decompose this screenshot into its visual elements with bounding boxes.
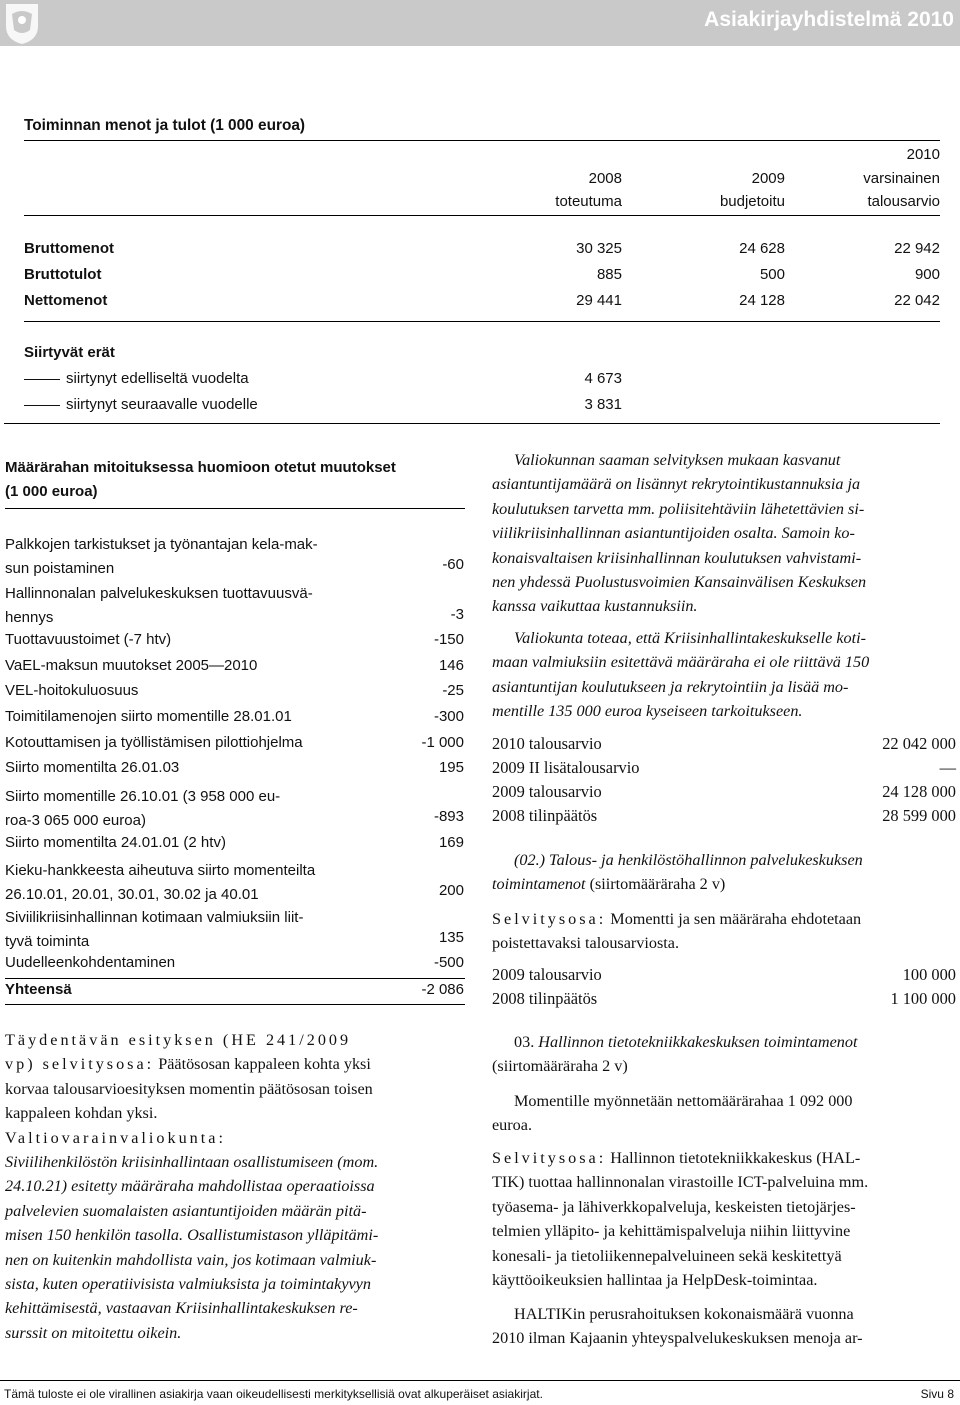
cell: 30 325 xyxy=(576,240,622,257)
cell: 24 628 xyxy=(739,240,785,257)
cell: 3 831 xyxy=(584,396,622,413)
change-value: -3 xyxy=(450,606,464,623)
divider xyxy=(5,1004,465,1005)
document-title: Asiakirjayhdistelmä 2010 xyxy=(704,8,954,31)
cell: 4 673 xyxy=(584,370,622,387)
page-footer xyxy=(0,1380,960,1401)
change-value: 200 xyxy=(438,882,464,899)
cell: 500 xyxy=(759,266,785,283)
change-value: -1 000 xyxy=(421,734,464,751)
cell: 22 042 xyxy=(894,292,940,309)
page-number: Sivu 8 xyxy=(920,1387,954,1401)
change-item: Uudelleenkohdentaminen xyxy=(5,954,176,971)
change-item: Toimitilamenojen siirto momentille 28.01.01 xyxy=(5,708,292,725)
cell: 24 128 xyxy=(739,292,785,309)
column-header-2008: 2008 toteutuma xyxy=(555,169,622,210)
change-item: Siirto momentilta 26.01.03 xyxy=(5,759,180,776)
divider xyxy=(24,140,940,141)
document-header xyxy=(0,0,960,46)
column-header-2010: 2010 varsinainen talousarvio xyxy=(863,146,940,210)
finnish-coat-of-arms-icon xyxy=(2,0,42,46)
change-item: Siirto momentilta 24.01.01 (2 htv) xyxy=(5,834,226,851)
total-value: -2 086 xyxy=(421,981,464,998)
section-03-heading: 03. Hallinnon tietotekniikkakeskuksen toimintamenot (siirtomääräraha 2 v) xyxy=(492,1033,858,1076)
change-value: 169 xyxy=(438,834,464,851)
carry-row-label: siirtynyt seuraavalle vuodelle xyxy=(24,396,258,413)
carry-title: Siirtyvät erät xyxy=(24,344,115,361)
cell: 885 xyxy=(596,266,622,283)
divider xyxy=(24,321,940,322)
row-label: Bruttotulot xyxy=(24,266,102,283)
change-value: -500 xyxy=(433,954,464,971)
summary-row: 2008 tilinpäätös 1 100 000 xyxy=(492,989,956,1008)
row-label: Nettomenot xyxy=(24,292,108,309)
change-value: -25 xyxy=(442,682,464,699)
committee-paragraph-2: Valiokunta toteaa, että Kriisinhallintakeskukselle koti- maan valmiuksiin esitettävä määräraha ei ole riittävä 150 asiantuntijan koulutukseen ja rekrytointiin ja lisää mo- mentille 135 000 euroa kyseiseen tarkoitukseen. xyxy=(492,629,870,721)
change-value: 135 xyxy=(438,929,464,946)
change-item: VEL-hoitokuluosuus xyxy=(5,682,139,699)
change-item: Siirto momentille 26.10.01 (3 958 000 eu- roa-3 065 000 euroa) xyxy=(5,788,281,829)
section-03-funding: HALTIKin perusrahoituksen kokonaismäärä vuonna 2010 ilman Kajaanin yhteyspalvelukeskuksen menoja ar- xyxy=(492,1305,863,1348)
section-03-appropriation: Momentille myönnetään nettomäärärahaa 1 092 000 euroa. xyxy=(492,1092,853,1135)
summary-row: 2008 tilinpäätös 28 599 000 xyxy=(492,806,956,825)
summary-row: 2009 talousarvio 100 000 xyxy=(492,965,956,984)
divider xyxy=(5,508,465,509)
summary-row: 2009 II lisätalousarvio — xyxy=(492,758,956,777)
summary-row: 2010 talousarvio 22 042 000 xyxy=(492,734,956,753)
change-value: -60 xyxy=(442,556,464,573)
changes-title: Määrärahan mitoituksessa huomioon otetut muutokset xyxy=(5,459,396,476)
budget-table-title: Toiminnan menot ja tulot (1 000 euroa) xyxy=(24,117,306,134)
total-label: Yhteensä xyxy=(5,981,72,998)
change-value: -150 xyxy=(433,631,464,648)
cell: 22 942 xyxy=(894,240,940,257)
change-item: Palkkojen tarkistukset ja työnantajan kela-mak- sun poistaminen xyxy=(5,536,318,577)
change-item: Kotouttamisen ja työllistämisen pilottiohjelma xyxy=(5,734,303,751)
cell: 900 xyxy=(914,266,940,283)
change-item: Kieku-hankkeesta aiheutuva siirto momenteilta 26.10.01, 20.01, 30.01, 30.02 ja 40.01 xyxy=(5,862,316,903)
change-item: Hallinnonalan palvelukeskuksen tuottavuusvä- hennys xyxy=(5,585,313,626)
section-02-heading: (02.) Talous- ja henkilöstöhallinnon palvelukeskuksen toimintamenot (siirtomääräraha 2 v) xyxy=(492,851,863,894)
section-02-explanation: Selvitysosa: Momentti ja sen määräraha ehdotetaan poistettavaksi talousarviosta. xyxy=(492,910,862,953)
change-item: Siviilikriisinhallinnan kotimaan valmiuksiin liit- tyvä toiminta xyxy=(5,909,304,950)
carry-row-label: siirtynyt edelliseltä vuodelta xyxy=(24,370,249,387)
change-value: 146 xyxy=(438,657,464,674)
cell: 29 441 xyxy=(576,292,622,309)
change-value: -300 xyxy=(433,708,464,725)
change-item: Tuottavuustoimet (-7 htv) xyxy=(5,631,172,648)
section-03-explanation: Selvitysosa: Hallinnon tietotekniikkakeskus (HAL- TIK) tuottaa hallinnonalan virastoille ICT-palveluina mm. työasema- ja lähiverkkopalveluja, keskeisten tietojärjes- telmien ylläpito- ja kehittämispalveluja niihin liittyvine konesali- ja tietoliikennepalveluineen sekä keskitettyä käyttöoikeuksien hallintaa ja HelpDesk-toimintaa. xyxy=(492,1149,869,1290)
divider xyxy=(4,423,940,424)
divider xyxy=(24,215,940,216)
divider xyxy=(5,978,465,979)
changes-title-unit: (1 000 euroa) xyxy=(5,483,98,500)
left-text-block: Täydentävän esityksen (HE 241/2009 vp) selvitysosa: Päätösosan kappaleen kohta yksi korvaa talousarvioesityksen momentin päätösosan toisen kappaleen kohdan yksi. Valtiovarainvaliokunta: Siviilihenkilöstön kriisinhallintaan osallistumiseen (mom. 24.10.21) esitetty määräraha mahdollistaa operaatioissa palvelevien suomalaisten asiantuntijoiden määrän pitä- misen 150 henkilön tasolla. Osallistumistason ylläpitämi- nen on kuitenkin mahdollista vain, jos kotimaan valmiuk- sista, kuten operatiivisista valmiuksista ja toimintakyvyn kehittämisestä, vastaavan Kriisinhallintakeskuksen re- surssit on mitoitettu oikein. xyxy=(5,1031,379,1342)
footer-disclaimer: Tämä tuloste ei ole virallinen asiakirja vaan oikeudellisesti merkityksellisiä ovat alkuperäiset asiakirjat. xyxy=(4,1387,543,1401)
summary-row: 2009 talousarvio 24 128 000 xyxy=(492,782,956,801)
row-label: Bruttomenot xyxy=(24,240,114,257)
committee-paragraph-1: Valiokunnan saaman selvityksen mukaan kasvanut asiantuntijamäärä on lisännyt rekrytointikustannuksia ja koulutuksen tarvetta mm. poliisitehtäviin lähetettävien si- viilikriisinhallinnan asiantuntijoiden osalta. Samoin ko- konaisvaltaisen kriisinhallinnan koulutuksen vahvistami- nen yhdessä Puolustusvoimien Kansainvälisen Keskuksen kanssa vaikuttaa kustannuksiin. xyxy=(492,451,867,616)
change-value: -893 xyxy=(433,808,464,825)
change-item: VaEL-maksun muutokset 2005—2010 xyxy=(5,657,258,674)
column-header-2009: 2009 budjetoitu xyxy=(719,169,785,210)
change-value: 195 xyxy=(438,759,464,776)
